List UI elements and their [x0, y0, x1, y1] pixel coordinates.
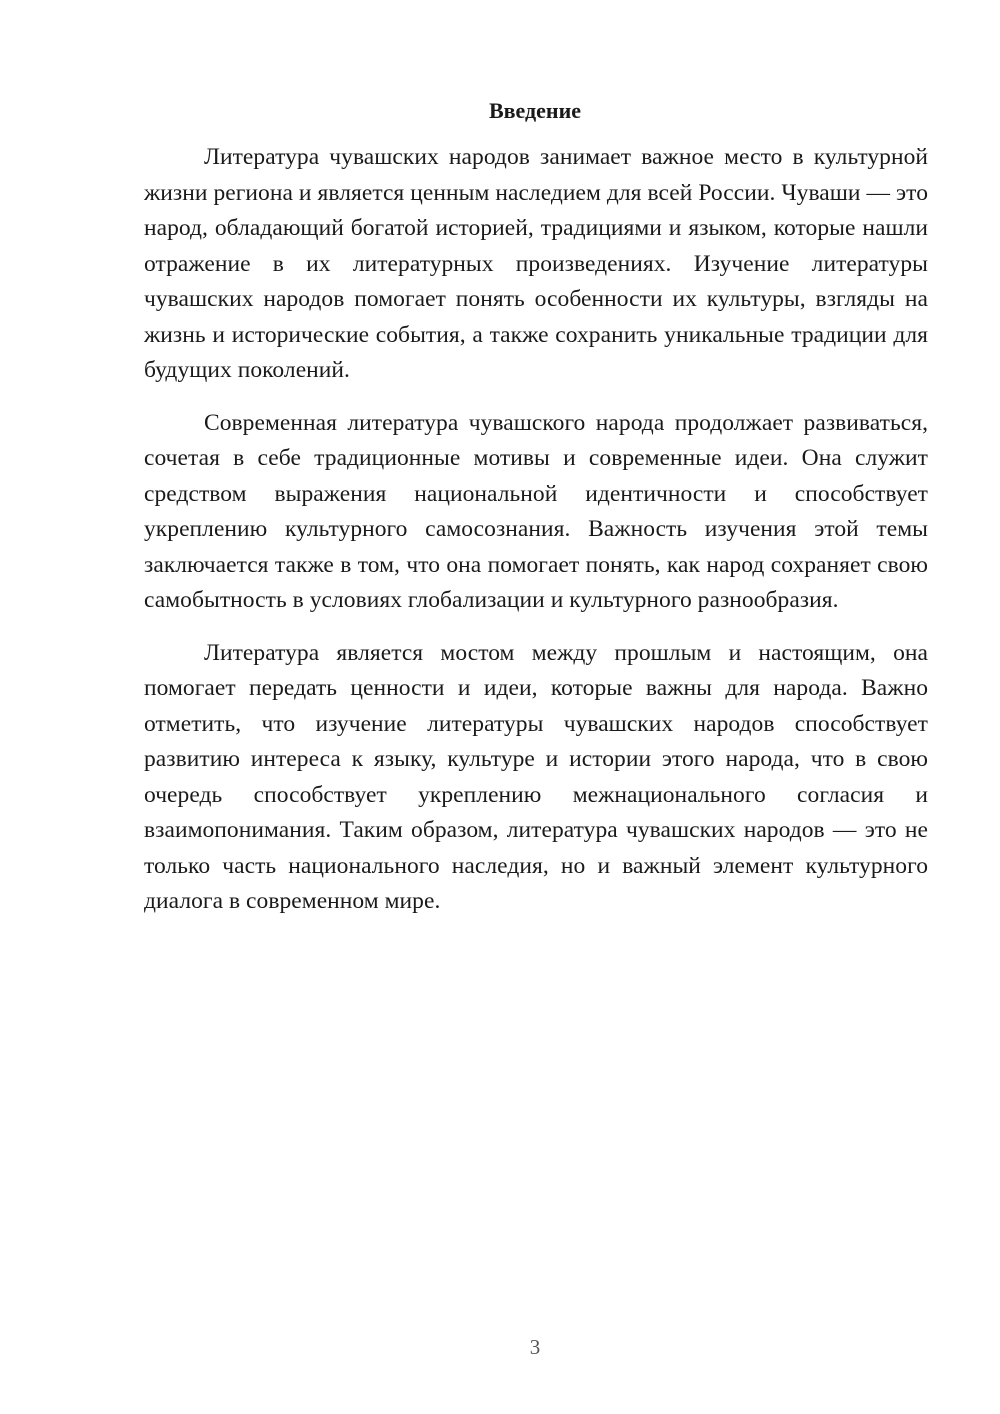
- paragraph-3: Литература является мостом между прошлым и настоящим, она помогает передать ценности и идеи, которые важны для народа. Важно отметить, что изучение литературы чувашских народов способствует развитию интереса к языку, культуре и истории этого народа, что в свою очередь способствует укреплению межнационального согласия и взаимопонимания. Таким образом, литература чувашских народов — это не только часть национального наследия, но и важный элемент культурного диалога в современном мире.: [144, 639, 928, 914]
- paragraph-2: Современная литература чувашского народа продолжает развиваться, сочетая в себе традиционные мотивы и современные идеи. Она служит средством выражения национальной идентичности и способствует укреплению культурного самосознания. Важность изучения этой темы заключается также в том, что она помогает понять, как народ сохраняет свою самобытность в условиях глобализации и культурного разнообразия.: [144, 409, 928, 613]
- body-text: [144, 140, 928, 937]
- section-heading: Введение: [488, 98, 582, 123]
- page-number: 3: [529, 1335, 541, 1359]
- paragraph-1: Литература чувашских народов занимает важное место в культурной жизни региона и является ценным наследием для всей России. Чуваши — это народ, обладающий богатой историей, традициями и языком, которые нашли отражение в их литературных произведениях. Изучение литературы чувашских народов помогает понять особенности их культуры, взгляды на жизнь и исторические события, а также сохранить уникальные традиции для будущих поколений.: [144, 144, 928, 383]
